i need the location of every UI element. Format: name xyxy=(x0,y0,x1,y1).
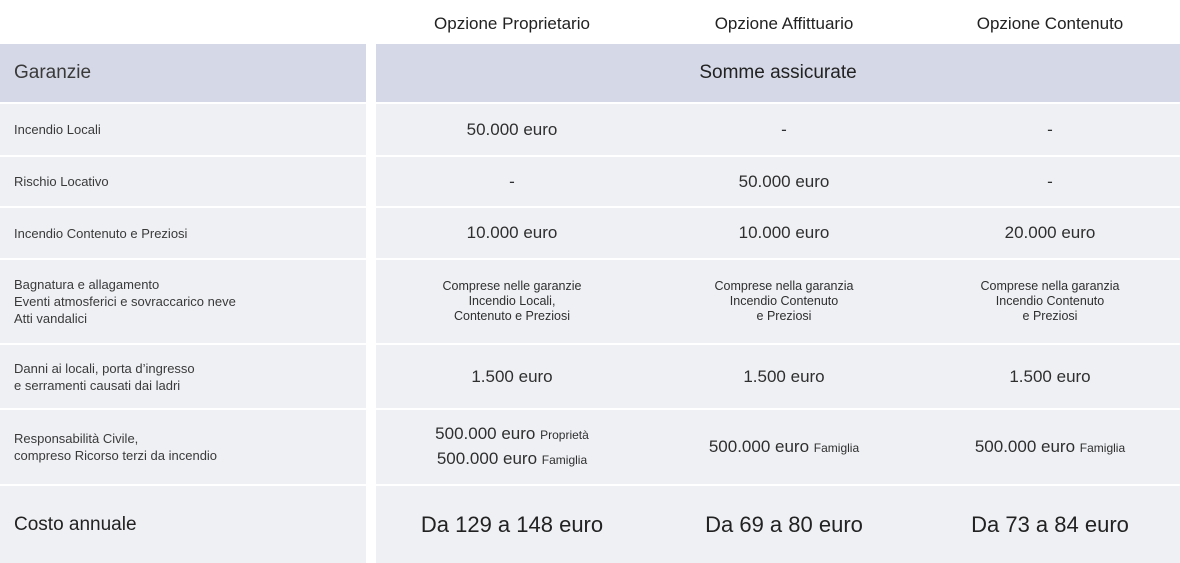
row-gap xyxy=(366,343,376,408)
cell-value: 50.000 euro xyxy=(376,102,648,155)
costo-annuale-label: Costo annuale xyxy=(0,484,366,563)
rc-amount: 500.000 euro xyxy=(708,436,810,456)
cell-line: Comprese nella garanzia xyxy=(980,279,1120,293)
cost-value-proprietario: Da 129 a 148 euro xyxy=(376,484,648,563)
cell-value: 1.500 euro xyxy=(920,343,1180,408)
row-label-line: compreso Ricorso terzi da incendio xyxy=(14,448,218,463)
row-gap xyxy=(366,102,376,155)
row-label-line: Incendio Contenuto e Preziosi xyxy=(14,225,188,241)
cell-value: - xyxy=(376,155,648,206)
cost-value-contenuto: Da 73 a 84 euro xyxy=(920,484,1180,563)
cell-value: - xyxy=(920,102,1180,155)
rc-line xyxy=(435,422,589,447)
row-label-line: Rischio Locativo xyxy=(14,174,109,189)
cell-value-rc-affittuario xyxy=(648,408,920,484)
row-label-incendio-locali xyxy=(0,102,366,155)
cell-line: Incendio Locali, xyxy=(468,294,556,308)
rc-amount: 500.000 euro xyxy=(436,449,538,468)
cell-value: - xyxy=(648,102,920,155)
row-label-rischio-locativo xyxy=(0,155,366,206)
row-label-danni-locali xyxy=(0,343,366,408)
row-label-line: e serramenti causati dai ladri xyxy=(14,377,181,393)
row-label-line: Responsabilità Civile, xyxy=(14,431,139,446)
somme-assicurate-band-label: Somme assicurate xyxy=(376,44,1180,102)
row-label-line: Danni ai locali, porta d’ingresso xyxy=(14,360,195,376)
cell-value: 10.000 euro xyxy=(376,206,648,258)
column-header-proprietario: Opzione Proprietario xyxy=(434,14,590,33)
cell-value-multiline xyxy=(648,258,920,343)
row-label-bagnatura xyxy=(0,258,366,343)
cell-value-multiline xyxy=(376,258,648,343)
cell-line: e Preziosi xyxy=(756,309,812,323)
rc-amount: 500.000 euro xyxy=(435,424,536,443)
rc-line xyxy=(709,435,859,460)
row-gap xyxy=(366,258,376,343)
cell-line: Contenuto e Preziosi xyxy=(453,309,571,323)
rc-line xyxy=(437,447,587,472)
rc-line xyxy=(975,435,1125,460)
cost-value-affittuario: Da 69 a 80 euro xyxy=(648,484,920,563)
rc-note: Famiglia xyxy=(1079,440,1126,455)
cell-value-multiline xyxy=(920,258,1180,343)
cell-line: Incendio Contenuto xyxy=(729,294,839,308)
column-header-contenuto: Opzione Contenuto xyxy=(976,14,1124,33)
cell-line: Incendio Contenuto xyxy=(995,294,1105,308)
header-gap xyxy=(366,0,376,44)
row-label-line: Incendio Locali xyxy=(14,122,101,137)
cell-value: 50.000 euro xyxy=(648,155,920,206)
row-label-line: Atti vandalici xyxy=(14,311,87,326)
cell-value-rc-contenuto xyxy=(920,408,1180,484)
column-header-affittuario: Opzione Affittuario xyxy=(714,14,854,33)
garanzie-band-label: Garanzie xyxy=(0,44,366,102)
row-gap xyxy=(366,155,376,206)
cell-value-rc-proprietario xyxy=(376,408,648,484)
cell-value: 1.500 euro xyxy=(648,343,920,408)
header-empty-cell xyxy=(0,0,366,44)
row-gap xyxy=(366,408,376,484)
rc-note: Proprietà xyxy=(540,428,589,442)
row-label-line: Bagnatura e allagamento xyxy=(14,277,160,292)
band-gap xyxy=(366,44,376,102)
cell-line: e Preziosi xyxy=(1022,309,1078,323)
rc-note: Famiglia xyxy=(541,453,588,467)
cell-value: 20.000 euro xyxy=(920,206,1180,258)
row-label-responsabilita-civile xyxy=(0,408,366,484)
rc-amount: 500.000 euro xyxy=(974,436,1076,456)
row-gap xyxy=(366,206,376,258)
rc-note: Famiglia xyxy=(813,440,860,455)
cell-value: 1.500 euro xyxy=(376,343,648,408)
cell-line: Comprese nella garanzia xyxy=(714,279,854,293)
cell-line: Comprese nelle garanzie xyxy=(442,279,582,293)
cell-value: 10.000 euro xyxy=(648,206,920,258)
row-label-line: Eventi atmosferici e sovraccarico neve xyxy=(14,294,236,309)
row-label-incendio-contenuto xyxy=(0,206,366,258)
cell-value: - xyxy=(920,155,1180,206)
row-gap xyxy=(366,484,376,563)
